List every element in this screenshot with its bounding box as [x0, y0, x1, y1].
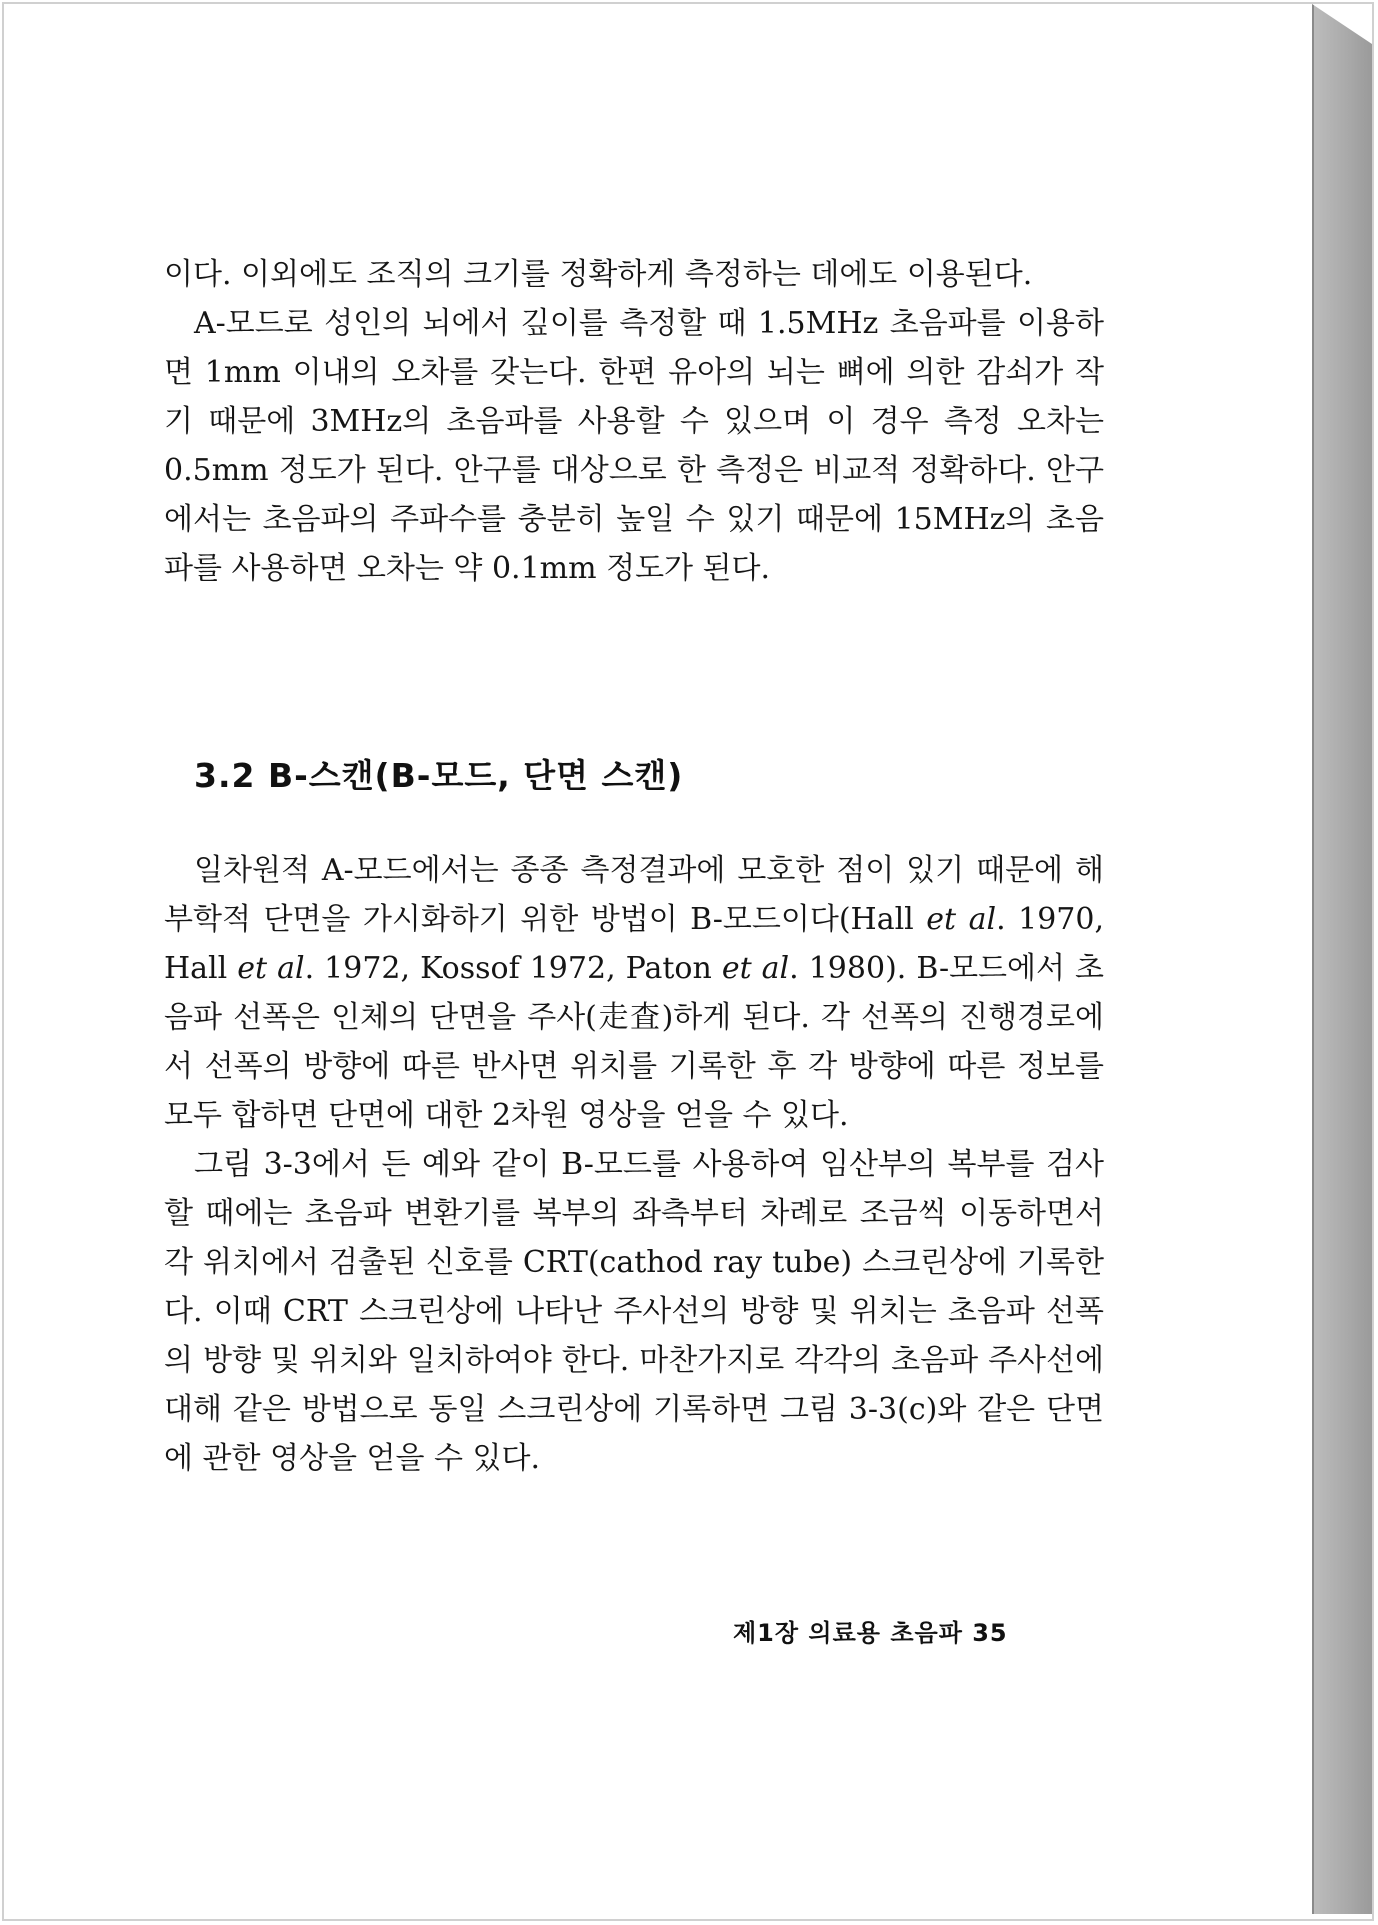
paragraph-b-mode-example: 그림 3-3에서 든 예와 같이 B-모드를 사용하여 임산부의 복부를 검사할 때에는 초음파 변환기를 복부의 좌측부터 차례로 조금씩 이동하면서 각 위치에서 검출된 신호를 CRT(cathod ray tube) 스크린상에 기록한다. 이때 CRT 스크린상에 나타난 주사선의 방향 및 위치는 초음파 선폭의 방향 및 위치와 일치하여야 한다. 마찬가지로 각각의 초음파 주사선에 대해 같은 방법으로 동일 스크린상에 기록하면 그림 3-3(c)와 같은 단면에 관한 영상을 얻을 수 있다.: [164, 1147, 1104, 1476]
section-a-mode-text: [164, 250, 1104, 593]
section-heading-b-scan: 3.2 B-스캔(B-모드, 단면 스캔): [194, 756, 684, 795]
page-edge-shadow: [1312, 4, 1372, 1914]
paragraph-continuation: 이다. 이외에도 조직의 크기를 정확하게 측정하는 데에도 이용된다.: [164, 257, 1033, 292]
section-b-scan-text: [164, 846, 1104, 1483]
paragraph-b-mode-intro: 일차원적 A-모드에서는 종종 측정결과에 모호한 점이 있기 때문에 해부학적 단면을 가시화하기 위한 방법이 B-모드이다(Hall et al. 1970, Hall et al. 1972, Kossof 1972, Paton et al. 1980). B-모드에서 초음파 선폭은 인체의 단면을 주사(走査)하게 된다. 각 선폭의 진행경로에서 선폭의 방향에 따른 반사면 위치를 기록한 후 각 방향에 따른 정보를 모두 합하면 단면에 대한 2차원 영상을 얻을 수 있다.: [164, 853, 1105, 1133]
page-footer: 제1장 의료용 초음파 35: [733, 1619, 1008, 1647]
paragraph-a-mode-accuracy: A-모드로 성인의 뇌에서 깊이를 측정할 때 1.5MHz 초음파를 이용하면 1mm 이내의 오차를 갖는다. 한편 유아의 뇌는 뼈에 의한 감쇠가 작기 때문에 3MHz의 초음파를 사용할 수 있으며 이 경우 측정 오차는 0.5mm 정도가 된다. 안구를 대상으로 한 측정은 비교적 정확하다. 안구에서는 초음파의 주파수를 충분히 높일 수 있기 때문에 15MHz의 초음파를 사용하면 오차는 약 0.1mm 정도가 된다.: [164, 306, 1104, 586]
